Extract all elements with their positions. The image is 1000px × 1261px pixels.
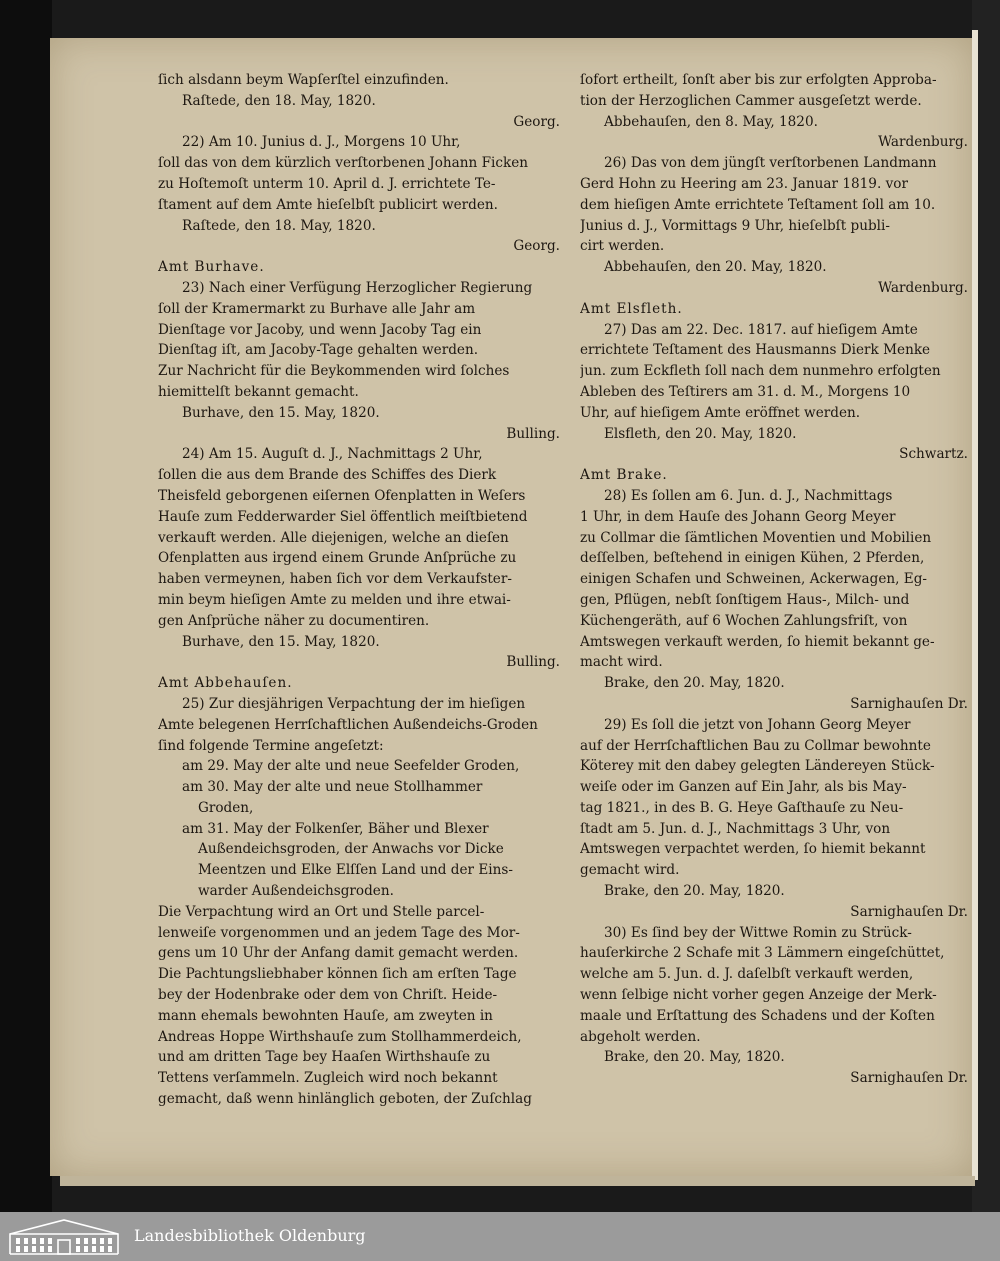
text-line: gemacht wird. (580, 862, 680, 879)
signature-line: Georg. (513, 113, 560, 130)
signature-line: Sarnighauſen Dr. (850, 695, 968, 712)
text-line: Abbehauſen, den 20. May, 1820. (604, 259, 827, 276)
text-line: Burhave, den 15. May, 1820. (182, 404, 380, 421)
text-line: zu Collmar die ſämtlichen Moventien und Mobilien (580, 529, 932, 546)
signature-line: Georg. (513, 238, 560, 255)
text-line: gemacht, daß wenn hinlänglich geboten, der Zuſchlag (158, 1091, 532, 1108)
text-line: Raſtede, den 18. May, 1820. (182, 92, 376, 109)
text-line: Dienſtag iſt, am Jacoby-Tage gehalten werden. (158, 342, 479, 359)
text-line: Brake, den 20. May, 1820. (604, 1049, 785, 1066)
text-line: min beym hieſigen Amte zu melden und ihre etwai- (158, 591, 511, 608)
signature-line: Bulling. (506, 425, 560, 442)
text-line: 26) Das von dem jüngſt verſtorbenen Landmann (604, 155, 937, 172)
text-line: zu Hoſtemoſt unterm 10. April d. J. errichtete Te- (158, 175, 496, 192)
text-line: am 31. May der Folkenſer, Bäher und Blexer (182, 820, 489, 837)
text-line: weiſe oder im Ganzen auf Ein Jahr, als bis May- (580, 779, 907, 796)
text-line: Raſtede, den 18. May, 1820. (182, 217, 376, 234)
text-line: errichtete Teſtament des Hausmanns Dierk Menke (580, 342, 931, 359)
text-line: Die Pachtungsliebhaber können ſich am erſten Tage (158, 966, 517, 983)
text-line: jun. zum Eckfleth ſoll nach dem nunmehro erfolgten (580, 363, 941, 380)
text-line: ſich alsdann beym Wapſerſtel einzufinden. (158, 72, 449, 88)
text-line: 23) Nach einer Verfügung Herzoglicher Regierung (182, 279, 533, 296)
text-line: ſoll der Kramermarkt zu Burhave alle Jahr am (158, 300, 476, 317)
section-heading: Amt Elsfleth. (580, 300, 683, 317)
signature-line: Wardenburg. (878, 279, 968, 296)
library-name: Landesbibliothek Oldenburg (134, 1226, 366, 1245)
text-line: Dienſtage vor Jacoby, und wenn Jacoby Tag ein (158, 321, 482, 338)
text-line: Elsfleth, den 20. May, 1820. (604, 425, 797, 442)
text-line: haben vermeynen, haben ſich vor dem Verkaufster- (158, 571, 512, 588)
text-line: dem hieſigen Amte errichtete Teſtament ſoll am 10. (580, 196, 936, 213)
section-heading: Amt Brake. (580, 467, 668, 484)
text-line: gen Anſprüche näher zu documentiren. (158, 612, 430, 629)
page-edge-bottom (60, 1176, 975, 1186)
text-line: warder Außendeichsgroden. (198, 883, 394, 900)
text-line: Brake, den 20. May, 1820. (604, 675, 785, 692)
text-line: Hauſe zum Fedderwarder Siel öffentlich meiſtbietend (158, 508, 528, 525)
text-line: tion der Herzoglichen Cammer ausgeſetzt werde. (580, 92, 922, 109)
text-line: Zur Nachricht für die Beykommenden wird ſolches (158, 363, 510, 380)
text-line: macht wird. (580, 654, 663, 671)
signature-line: Sarnighauſen Dr. (850, 1070, 968, 1087)
text-line: Köterey mit den dabey gelegten Ländereyen Stück- (580, 758, 935, 775)
text-line: am 29. May der alte und neue Seefelder Groden, (182, 758, 520, 775)
text-line: Junius d. J., Vormittags 9 Uhr, hieſelbſt publi- (580, 217, 890, 234)
text-line: 27) Das am 22. Dec. 1817. auf hieſigem Amte (604, 321, 918, 338)
text-line: Amtswegen verkauft werden, ſo hiemit bekannt ge- (580, 633, 935, 650)
text-line: ſtadt am 5. Jun. d. J., Nachmittags 3 Uhr, von (580, 820, 891, 837)
text-line: Brake, den 20. May, 1820. (604, 883, 785, 900)
text-line: Meentzen und Elke Elſſen Land und der Eins- (198, 862, 513, 879)
text-line: bey der Hodenbrake oder dem von Chriſt. Heide- (158, 987, 498, 1004)
text-line: tag 1821., in des B. G. Heye Gaſthauſe zu Neu- (580, 799, 904, 816)
section-heading: Amt Abbehauſen. (158, 675, 293, 692)
text-line: Burhave, den 15. May, 1820. (182, 633, 380, 650)
text-line: ſtament auf dem Amte hieſelbſt publicirt werden. (158, 196, 498, 213)
text-line: 1 Uhr, in dem Hauſe des Johann Georg Meyer (580, 508, 896, 525)
text-line: hauſerkirche 2 Schafe mit 3 Lämmern eingeſchüttet, (580, 945, 945, 962)
text-line: Andreas Hoppe Wirthshauſe zum Stollhammerdeich, (158, 1028, 522, 1045)
text-line: Die Verpachtung wird an Ort und Stelle parcel- (158, 903, 485, 920)
scan-background-left (0, 0, 52, 1212)
text-line: Tettens verſammeln. Zugleich wird noch bekannt (158, 1070, 498, 1087)
text-line: ſind folgende Termine angeſetzt: (158, 737, 384, 754)
text-line: ſofort ertheilt, ſonſt aber bis zur erfolgten Approba- (580, 72, 937, 88)
text-line: wenn ſelbige nicht vorher gegen Anzeige der Merk- (580, 987, 937, 1004)
text-line: abgeholt werden. (580, 1028, 701, 1045)
text-line: 28) Es ſollen am 6. Jun. d. J., Nachmittags (604, 487, 893, 504)
text-line: 30) Es ſind bey der Wittwe Romin zu Strück- (604, 924, 912, 941)
text-line: und am dritten Tage bey Haaſen Wirthshauſe zu (158, 1049, 491, 1066)
signature-line: Schwartz. (899, 446, 968, 463)
library-building-icon (6, 1214, 122, 1258)
section-heading: Amt Burhave. (158, 259, 265, 276)
text-line: Ofenplatten aus irgend einem Grunde Anſprüche zu (158, 550, 517, 567)
text-line: welche am 5. Jun. d. J. daſelbſt verkauft werden, (580, 966, 914, 983)
text-line: verkauft werden. Alle diejenigen, welche an dieſen (158, 529, 509, 546)
text-line: Ableben des Teſtirers am 31. d. M., Morgens 10 (580, 383, 911, 400)
left-text-column (158, 70, 566, 1110)
text-line: am 30. May der alte und neue Stollhammer (182, 779, 483, 796)
text-line: Amte belegenen Herrſchaftlichen Außendeichs-Groden (158, 716, 538, 733)
text-line: hiemittelſt bekannt gemacht. (158, 383, 359, 400)
text-line: 29) Es ſoll die jetzt von Johann Georg Meyer (604, 716, 911, 733)
text-line: Küchengeräth, auf 6 Wochen Zahlungsfriſt, von (580, 612, 908, 629)
text-line: 24) Am 15. Auguſt d. J., Nachmittags 2 Uhr, (182, 446, 483, 463)
text-line: cirt werden. (580, 238, 665, 255)
text-line: maale und Erſtattung des Schadens und der Koſten (580, 1007, 935, 1024)
text-line: lenweiſe vorgenommen und an jedem Tage des Mor- (158, 924, 520, 941)
text-line: Amtswegen verpachtet werden, ſo hiemit bekannt (580, 841, 926, 858)
text-line: ſollen die aus dem Brande des Schiffes des Dierk (158, 467, 497, 484)
text-line: Gerd Hohn zu Heering am 23. Januar 1819. vor (580, 175, 908, 192)
text-line: ſoll das von dem kürzlich verſtorbenen Johann Ficken (158, 155, 529, 172)
text-line: deſſelben, beſtehend in einigen Kühen, 2 Pferden, (580, 550, 925, 567)
text-line: Theisfeld geborgenen eiſernen Ofenplatten in Weſers (158, 487, 526, 504)
right-text-column (580, 70, 974, 1089)
text-line: Uhr, auf hieſigem Amte eröffnet werden. (580, 404, 861, 421)
text-line: gen, Pflügen, nebſt ſonſtigem Haus-, Milch- und (580, 591, 910, 608)
text-line: 22) Am 10. Junius d. J., Morgens 10 Uhr, (182, 134, 461, 151)
text-line: einigen Schafen und Schweinen, Ackerwagen, Eg- (580, 571, 928, 588)
signature-line: Sarnighauſen Dr. (850, 903, 968, 920)
signature-line: Bulling. (506, 654, 560, 671)
text-line: gens um 10 Uhr der Anfang damit gemacht werden. (158, 945, 519, 962)
text-line: 25) Zur diesjährigen Verpachtung der im hieſigen (182, 695, 526, 712)
signature-line: Wardenburg. (878, 134, 968, 151)
text-line: Groden, (198, 799, 254, 816)
text-line: auf der Herrſchaftlichen Bau zu Collmar bewohnte (580, 737, 931, 754)
text-line: Außendeichsgroden, der Anwachs vor Dicke (198, 841, 504, 858)
text-line: mann ehemals bewohnten Hauſe, am zweyten in (158, 1007, 493, 1024)
text-line: Abbehauſen, den 8. May, 1820. (604, 113, 818, 130)
